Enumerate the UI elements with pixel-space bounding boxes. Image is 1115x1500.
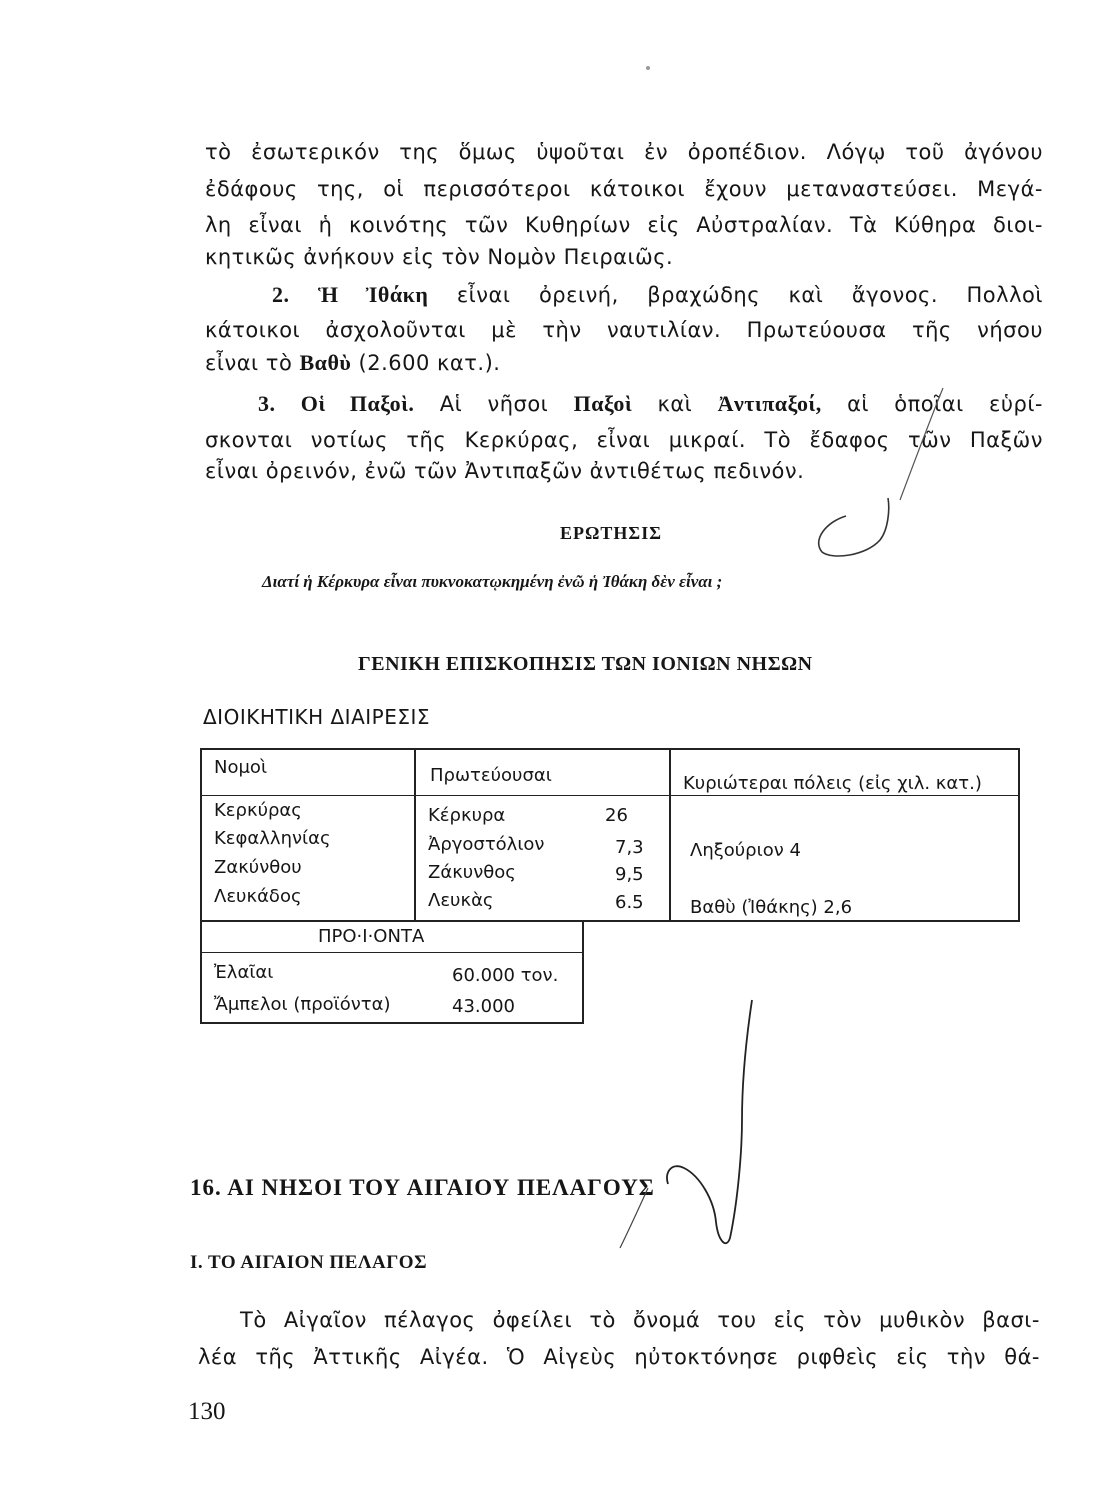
admin-heading: ΔΙΟΙΚΗΤΙΚΗ ΔΙΑΙΡΕΣΙΣ xyxy=(203,705,431,729)
pencil-check-mark xyxy=(667,1000,752,1243)
page-number: 130 xyxy=(188,1398,226,1425)
pencil-stroke-mark xyxy=(620,1188,648,1248)
capital-cell: Κέρκυρα xyxy=(428,805,506,826)
pencil-stroke-mark xyxy=(900,388,943,500)
table-header: Πρωτεύουσαι xyxy=(430,765,552,786)
paragraph-line: λέα τῆς Ἀττικῆς Αἰγέα. Ὁ Αἰγεὺς ηὐτοκτόνησε ριφθεὶς εἰς τὴν θά- xyxy=(198,1345,1040,1369)
antipaxoi-name: Ἀντιπαξοί, xyxy=(717,391,822,416)
paragraph-line: κητικῶς ἀνήκουν εἰς τὸν Νομὸν Πειραιῶς. xyxy=(205,245,674,269)
ithaca-text: εἶναι ὀρεινή, βραχώδης καὶ ἄγονος. Πολλοὶ xyxy=(456,283,1043,307)
paper-speck xyxy=(646,66,650,70)
population-cell: 7,3 xyxy=(615,837,644,858)
paragraph-line: ἐδάφους της, οἱ περισσότεροι κάτοικοι ἔχουν μεταναστεύσει. Μεγά- xyxy=(205,177,1043,201)
population-cell: 9,5 xyxy=(615,864,644,885)
paxoi-name: Παξοὶ xyxy=(573,391,633,416)
paragraph-line: κάτοικοι ἀσχολοῦνται μὲ τὴν ναυτιλίαν. Πρωτεύουσα τῆς νήσου xyxy=(205,318,1043,342)
paxoi-text: Αἱ νῆσοι xyxy=(439,392,549,416)
question-text: Διατί ἡ Κέρκυρα εἶναι πυκνοκατῳκημένη ἐνῶ ἡ Ἰθάκη δὲν εἶναι ; xyxy=(262,572,723,591)
population-cell: 26 xyxy=(605,805,628,826)
chapter-heading: 16. ΑΙ ΝΗΣΟΙ ΤΟΥ ΑΙΓΑΙΟΥ ΠΕΛΑΓΟΥΣ xyxy=(190,1175,655,1200)
paxoi-number: 3. xyxy=(258,391,276,416)
capital-cell: Ζάκυνθος xyxy=(428,862,516,883)
population-cell: 6.5 xyxy=(615,892,644,913)
nomos-cell: Κεφαλληνίας xyxy=(214,828,331,849)
paxoi-text: καὶ xyxy=(657,392,693,416)
ithaca-title: Ἡ Ἰθάκη xyxy=(317,282,429,307)
nomos-cell: Ζακύνθου xyxy=(214,857,302,878)
overview-heading: ΓΕΝΙΚΗ ΕΠΙΣΚΟΠΗΣΙΣ ΤΩΝ ΙΟΝΙΩΝ ΝΗΣΩΝ xyxy=(358,653,813,675)
table-header: Κυριώτεραι πόλεις (εἰς χιλ. κατ.) xyxy=(683,773,982,794)
nomos-cell: Κερκύρας xyxy=(214,800,302,821)
ithaca-capital: Βαθὺ xyxy=(299,350,352,375)
ithaca-text: (2.600 κατ.). xyxy=(358,351,501,375)
ithaca-number: 2. xyxy=(272,282,290,307)
products-heading: ΠΡΟ·Ι·ΟΝΤΑ xyxy=(318,926,425,947)
table-header: Νομοὶ xyxy=(214,757,268,778)
paragraph-line: τὸ ἐσωτερικόν της ὅμως ὑψοῦται ἐν ὀροπέδιον. Λόγῳ τοῦ ἀγόνου xyxy=(205,140,1043,164)
product-value: 60.000 τον. xyxy=(452,965,559,986)
questions-heading: ΕΡΩΤΗΣΙΣ xyxy=(560,523,662,543)
pencil-loop-mark xyxy=(819,498,889,556)
paragraph-line: Τὸ Αἰγαῖον πέλαγος ὀφείλει τὸ ὄνομά του εἰς τὸν μυθικὸν βασι- xyxy=(240,1308,1040,1332)
paxoi-text: αἱ ὁποῖαι εὑρί- xyxy=(847,392,1044,416)
capital-cell: Λευκὰς xyxy=(428,890,494,911)
section-heading: Ι. ΤΟ ΑΙΓΑΙΟΝ ΠΕΛΑΓΟΣ xyxy=(190,1252,428,1273)
ithaca-text: εἶναι τὸ xyxy=(205,351,293,375)
paxoi-title: Οἱ Παξοὶ. xyxy=(300,391,415,416)
product-name: Ἄμπελοι (προϊόντα) xyxy=(214,994,391,1015)
product-name: Ἐλαῖαι xyxy=(214,962,274,983)
nomos-cell: Λευκάδος xyxy=(214,886,302,907)
paragraph-line: σκονται νοτίως τῆς Κερκύρας, εἶναι μικραί. Τὸ ἔδαφος τῶν Παξῶν xyxy=(205,428,1043,452)
town-cell: Βαθὺ (Ἰθάκης) 2,6 xyxy=(690,897,853,918)
paragraph-line: λη εἶναι ἡ κοινότης τῶν Κυθηρίων εἰς Αὐστραλίαν. Τὰ Κύθηρα διοι- xyxy=(205,213,1043,237)
product-value: 43.000 xyxy=(452,996,515,1017)
capital-cell: Ἀργοστόλιον xyxy=(428,834,545,855)
paragraph-line: εἶναι ὀρεινόν, ἐνῶ τῶν Ἀντιπαξῶν ἀντιθέτως πεδινόν. xyxy=(205,459,805,483)
town-cell: Ληξούριον 4 xyxy=(690,840,801,861)
